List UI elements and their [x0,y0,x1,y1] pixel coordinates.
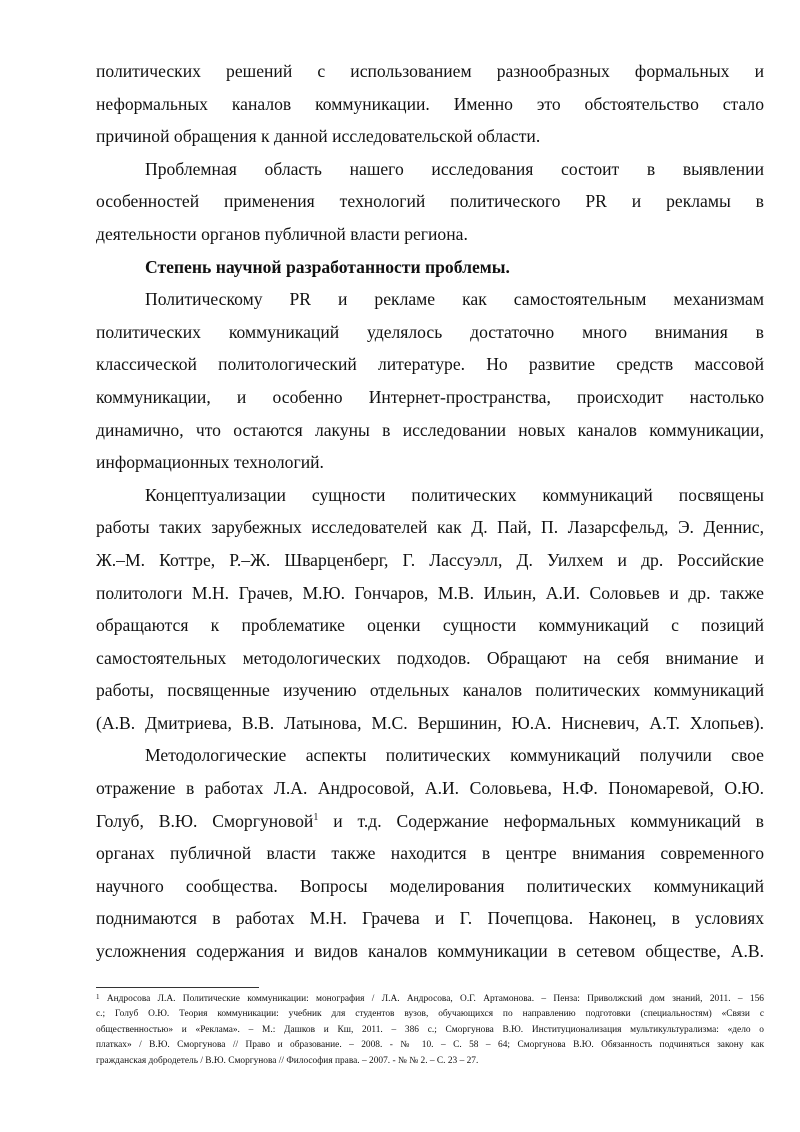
text-line: причиной обращения к данной исследовательской области. [96,126,541,147]
text-line: классической политологический литературе. Но развитие средств массовой [96,354,764,375]
text-line: Методологические аспекты политических коммуникаций получили свое [145,745,764,766]
text-line: научного сообщества. Вопросы моделирования политических коммуникаций [96,875,764,896]
document-body [96,55,764,968]
footnote-separator [96,987,259,988]
text-line: коммуникации, и особенно Интернет-пространства, происходит настолько [96,386,764,407]
text-line: Проблемная область нашего исследования состоит в выявлении [145,158,764,179]
text-line: работы таких зарубежных исследователей как Д. Пай, П. Лазарсфельд, Э. Деннис, [96,517,764,538]
footnote-reference[interactable]: 1 [313,811,319,823]
text-line: работы, посвященные изучению отдельных каналов политических коммуникаций [96,680,764,701]
footnote-line: $^1$ Андросова Л.А. Политические коммуникации: монография / Л.А. Андросова, О.Г. Артамонова. – Пенза: Приволжский дом знаний, 2011. – 156 [96,993,764,1004]
text-line: динамично, что остаются лакуны в исследовании новых каналов коммуникации, [96,419,764,440]
text-line: неформальных каналов коммуникации. Именно это обстоятельство стало [96,93,764,114]
text-line: Степень научной разработанности проблемы. [145,256,510,277]
text-line: политических решений с использованием разнообразных формальных и [96,61,764,81]
text-line: Политическому PR и рекламе как самостоятельным механизмам [145,289,764,310]
footnote-marker: 1 [96,993,100,1001]
text-line: самостоятельных методологических подходов. Обращают на себя внимание и [96,647,764,668]
text-line: усложнения содержания и видов каналов коммуникации в сетевом обществе, А.В. [96,941,764,962]
text-line: отражение в работах Л.А. Андросовой, А.И. Соловьева, Н.Ф. Пономаревой, О.Ю. [96,778,764,799]
footnote-line: гражданская добродетель / В.Ю. Сморгунова // Философия права. – 2007. - № № 2. – С. 23 – 27. [96,1055,479,1066]
text-line: деятельности органов публичной власти региона. [96,223,468,244]
text-line: обращаются к проблематике оценки сущности коммуникаций с позиций [96,615,764,636]
text-line: органах публичной власти также находится в центре внимания современного [96,843,764,864]
text-line: (А.В. Дмитриева, В.В. Латынова, М.С. Вершинин, Ю.А. Нисневич, А.Т. Хлопьев). [96,712,764,733]
text-line: особенностей применения технологий политического PR и рекламы в [96,191,764,212]
text-line: информационных технологий. [96,452,324,473]
text-line: Концептуализации сущности политических коммуникаций посвящены [145,484,764,505]
footnote-line: платках» / В.Ю. Сморгунова // Право и образование. – 2008. - № 10. – С. 58 – 64; Сморгунова В.Ю. Обязанность подчиняться закону как [96,1040,764,1051]
text-line: политологи М.Н. Грачев, М.Ю. Гончаров, М.В. Ильин, А.И. Соловьев и др. также [96,582,764,603]
text-line: Ж.–М. Коттре, Р.–Ж. Шварценберг, Г. Лассуэлл, Д. Уилхем и др. Российские [96,549,764,570]
footnotes [96,992,764,1069]
text-line: политических коммуникаций уделялось достаточно много внимания в [96,321,764,342]
text-line: Голуб, В.Ю. Сморгуновой$^1$ и т.д. Содержание неформальных коммуникаций в [96,810,764,831]
text-line: поднимаются в работах М.Н. Грачева и Г. Почепцова. Наконец, в условиях [96,908,764,929]
footnote-line: с.; Голуб О.Ю. Теория коммуникации: учебник для студентов вузов, обучающихся по направлению подготовки (специальностям) «Связи с [96,1009,764,1020]
footnote-line: общественностью» и «Реклама». – М.: Дашков и Кш, 2011. – 386 с.; Сморгунова В.Ю. Институционализация мультикультурализма: «дело о [96,1024,764,1035]
